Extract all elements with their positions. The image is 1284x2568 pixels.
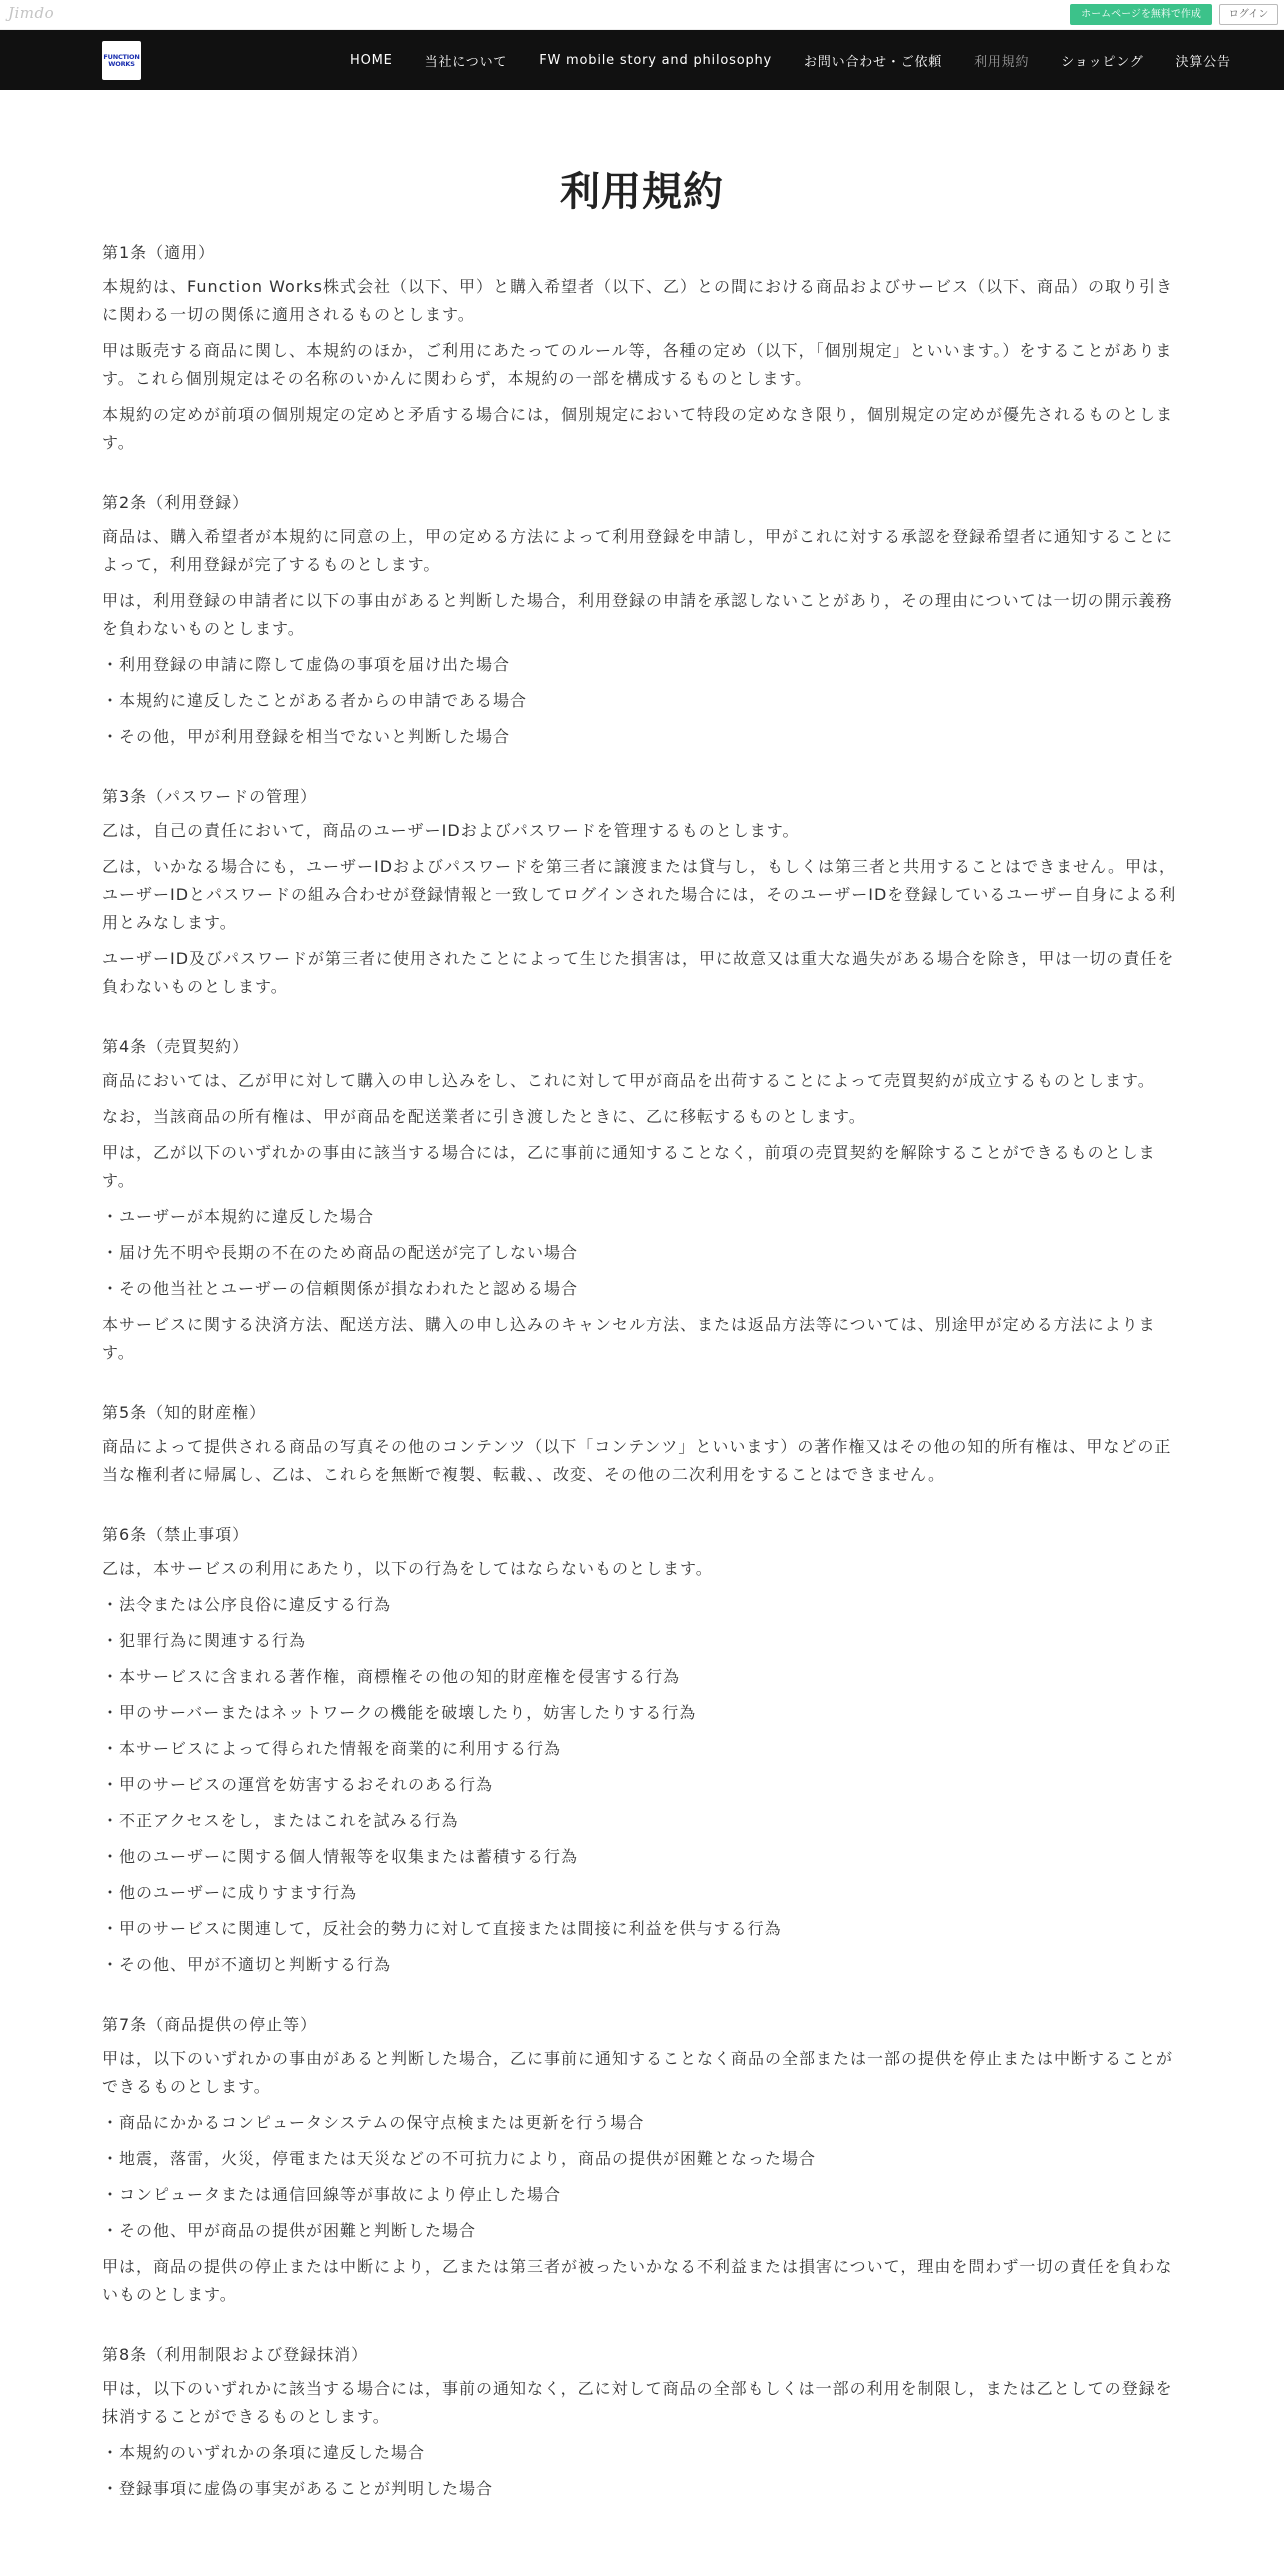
article-list-item: ・その他、甲が商品の提供が困難と判断した場合 [102, 2221, 477, 2240]
article-heading: 第8条（利用制限および登録抹消） [102, 2345, 369, 2364]
function-works-logo[interactable] [102, 41, 141, 80]
logo-text-line2: WORKS [108, 59, 135, 68]
site-navbar [0, 30, 1284, 90]
nav-item-home[interactable]: HOME [350, 52, 393, 68]
main-content [102, 90, 1182, 2503]
article-heading: 第3条（パスワードの管理） [102, 787, 318, 806]
article-list-item: ・その他当社とユーザーの信頼関係が損なわれたと認める場合 [102, 1279, 579, 1298]
article-list-item: ・コンピュータまたは通信回線等が事故により停止した場合 [102, 2185, 562, 2204]
article-paragraph: 商品は、購入希望者が本規約に同意の上，甲の定める方法によって利用登録を申請し，甲がこれに対する承認を登録希望者に通知することによって，利用登録が完了するものとします。 [102, 527, 1174, 574]
article-2 [102, 489, 1182, 751]
page-title: 利用規約 [560, 169, 724, 215]
article-3 [102, 783, 1182, 1001]
article-1 [102, 239, 1182, 457]
jimdo-topbar [0, 0, 1284, 30]
article-list-item: ・商品にかかるコンピュータシステムの保守点検または更新を行う場合 [102, 2113, 645, 2132]
jimdo-logo[interactable]: Jimdo [8, 4, 55, 22]
create-homepage-button[interactable]: ホームページを無料で作成 [1070, 4, 1212, 25]
article-5 [102, 1399, 1182, 1489]
article-list-item: ・本規約のいずれかの条項に違反した場合 [102, 2443, 426, 2462]
article-list-item: ・不正アクセスをし，またはこれを試みる行為 [102, 1811, 459, 1830]
main-nav [350, 30, 1263, 90]
article-list-item: ・登録事項に虚偽の事実があることが判明した場合 [102, 2479, 494, 2498]
article-paragraph: 商品によって提供される商品の写真その他のコンテンツ（以下「コンテンツ」といいます）の著作権又はその他の知的所有権は、甲などの正当な権利者に帰属し、乙は、これらを無断で複製、転載、、改変、その他の二次利用をすることはできません。 [102, 1437, 1172, 1484]
article-list-item: ・その他，甲が利用登録を相当でないと判断した場合 [102, 727, 511, 746]
login-button[interactable]: ログイン [1219, 4, 1278, 25]
nav-item-story[interactable]: FW mobile story and philosophy [539, 52, 773, 68]
nav-item-shopping[interactable]: ショッピング [1061, 54, 1144, 70]
article-heading: 第5条（知的財産権） [102, 1403, 267, 1422]
article-6 [102, 1521, 1182, 1979]
nav-item-financial[interactable]: 決算公告 [1175, 54, 1231, 70]
article-list-item: ・法令または公序良俗に違反する行為 [102, 1595, 392, 1614]
article-heading: 第7条（商品提供の停止等） [102, 2015, 318, 2034]
nav-item-terms[interactable]: 利用規約 [974, 54, 1030, 70]
article-heading: 第1条（適用） [102, 243, 216, 262]
article-paragraph: 乙は，自己の責任において，商品のユーザーIDおよびパスワードを管理するものとします。 [102, 821, 800, 840]
article-paragraph: 甲は，以下のいずれかの事由があると判断した場合，乙に事前に通知することなく商品の全部または一部の提供を停止または中断することができるものとします。 [102, 2049, 1174, 2096]
article-heading: 第4条（売買契約） [102, 1037, 250, 1056]
article-paragraph: 甲は，以下のいずれかに該当する場合には，事前の通知なく，乙に対して商品の全部もしくは一部の利用を制限し，または乙としての登録を抹消することができるものとします。 [102, 2379, 1173, 2426]
article-list-item: ・甲のサービスに関連して，反社会的勢力に対して直接または間接に利益を供与する行為 [102, 1919, 782, 1938]
article-list-item: ・本規約に違反したことがある者からの申請である場合 [102, 691, 528, 710]
article-list-item: ・地震，落雷，火災，停電または天災などの不可抗力により，商品の提供が困難となった場合 [102, 2149, 817, 2168]
article-list-item: ・その他、甲が不適切と判断する行為 [102, 1955, 392, 1974]
article-list-item: ・甲のサーバーまたはネットワークの機能を破壊したり，妨害したりする行為 [102, 1703, 697, 1722]
article-list-item: ・本サービスに含まれる著作権，商標権その他の知的財産権を侵害する行為 [102, 1667, 681, 1686]
article-list-item: ・届け先不明や長期の不在のため商品の配送が完了しない場合 [102, 1243, 579, 1262]
article-paragraph: 甲は，利用登録の申請者に以下の事由があると判断した場合，利用登録の申請を承認しないことがあり，その理由については一切の開示義務を負わないものとします。 [102, 591, 1173, 638]
article-8 [102, 2341, 1182, 2503]
article-heading: 第2条（利用登録） [102, 493, 250, 512]
article-paragraph: ユーザーID及びパスワードが第三者に使用されたことによって生じた損害は，甲に故意又は重大な過失がある場合を除き，甲は一切の責任を負わないものとします。 [102, 949, 1175, 996]
article-list-item: ・犯罪行為に関連する行為 [102, 1631, 307, 1650]
article-list-item: ・甲のサービスの運営を妨害するおそれのある行為 [102, 1775, 494, 1794]
article-paragraph: 商品においては、乙が甲に対して購入の申し込みをし、これに対して甲が商品を出荷することによって売買契約が成立するものとします。 [102, 1071, 1155, 1090]
nav-item-about[interactable]: 当社について [424, 54, 508, 70]
logo-text-line1: FUNCTION [103, 52, 140, 61]
article-list-item: ・利用登録の申請に際して虚偽の事項を届け出た場合 [102, 655, 511, 674]
article-7 [102, 2011, 1182, 2309]
article-list-item: ・他のユーザーに関する個人情報等を収集または蓄積する行為 [102, 1847, 579, 1866]
article-4 [102, 1033, 1182, 1367]
article-heading: 第6条（禁止事項） [102, 1525, 250, 1544]
article-paragraph: 乙は，いかなる場合にも，ユーザーIDおよびパスワードを第三者に譲渡または貸与し，もしくは第三者と共用することはできません。甲は，ユーザーIDとパスワードの組み合わせが登録情報と一致してログインされた場合には，そのユーザーIDを登録しているユーザー自身による利用とみなします。 [102, 857, 1177, 932]
article-paragraph: 乙は，本サービスの利用にあたり，以下の行為をしてはならないものとします。 [102, 1559, 713, 1578]
article-list-item: ・ユーザーが本規約に違反した場合 [102, 1207, 375, 1226]
article-paragraph: 甲は，乙が以下のいずれかの事由に該当する場合には，乙に事前に通知することなく，前項の売買契約を解除することができるものとします。 [102, 1143, 1156, 1190]
article-paragraph: 甲は販売する商品に関し、本規約のほか，ご利用にあたってのルール等，各種の定め（以下，「個別規定」といいます。）をすることがあります。これら個別規定はその名称のいかんに関わらず，本規約の一部を構成するものとします。 [102, 341, 1173, 388]
article-paragraph: 本サービスに関する決済方法、配送方法、購入の申し込みのキャンセル方法、または返品方法等については、別途甲が定める方法によります。 [102, 1315, 1156, 1362]
article-paragraph: 甲は，商品の提供の停止または中断により，乙または第三者が被ったいかなる不利益または損害について，理由を問わず一切の責任を負わないものとします。 [102, 2257, 1173, 2304]
article-paragraph: 本規約は、Function Works株式会社（以下、甲）と購入希望者（以下、乙）との間における商品およびサービス（以下、商品）の取り引きに関わる一切の関係に適用されるものとします。 [102, 277, 1173, 324]
article-paragraph: なお，当該商品の所有権は、甲が商品を配送業者に引き渡したときに、乙に移転するものとします。 [102, 1107, 866, 1126]
nav-item-contact[interactable]: お問い合わせ・ご依頼 [804, 54, 943, 70]
article-paragraph: 本規約の定めが前項の個別規定の定めと矛盾する場合には，個別規定において特段の定めなき限り，個別規定の定めが優先されるものとします。 [102, 405, 1174, 452]
article-list-item: ・本サービスによって得られた情報を商業的に利用する行為 [102, 1739, 562, 1758]
article-list-item: ・他のユーザーに成りすます行為 [102, 1883, 358, 1902]
